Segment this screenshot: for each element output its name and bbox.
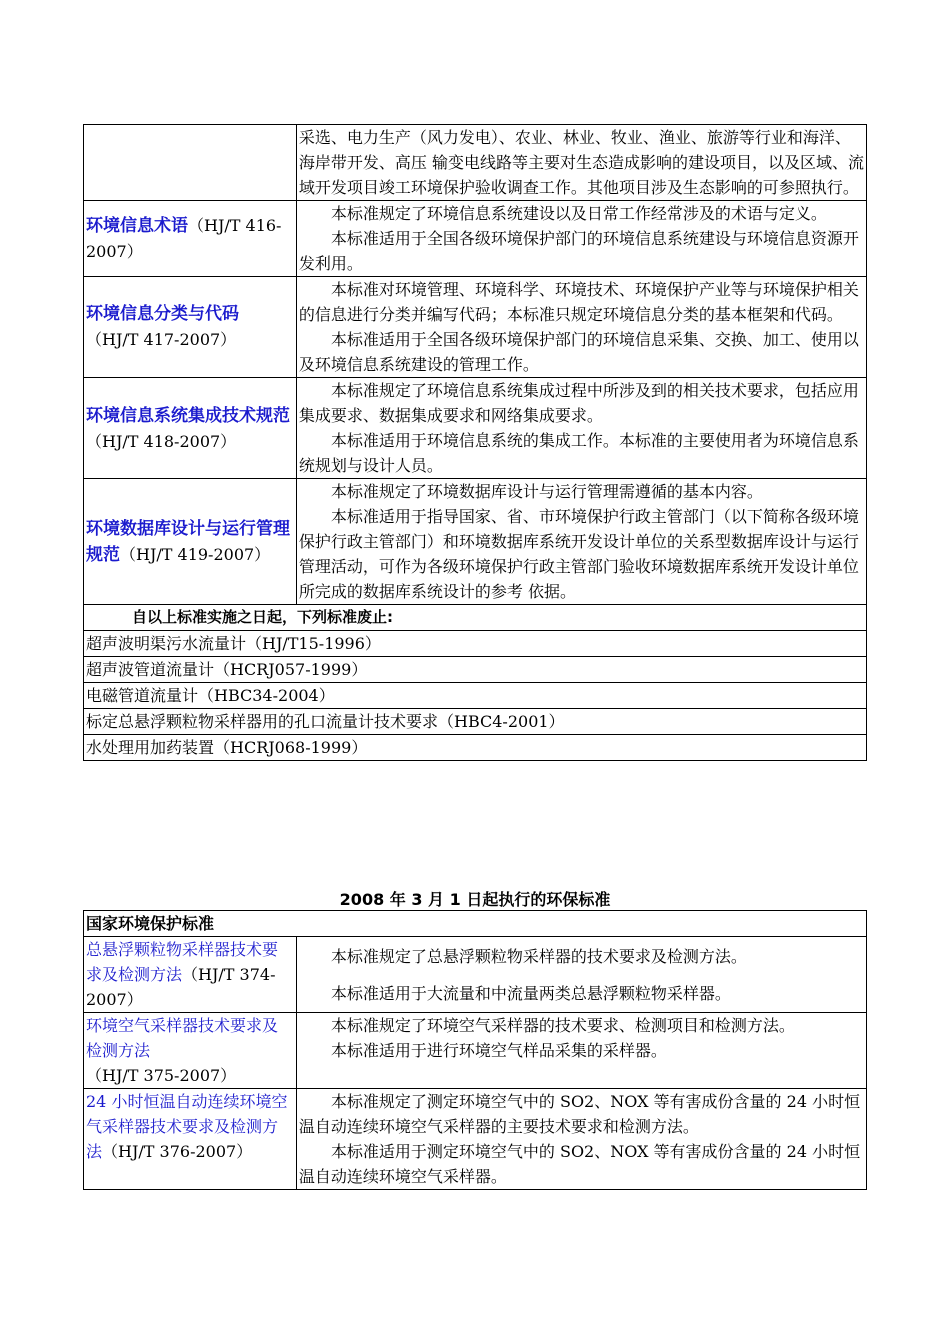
table-row xyxy=(84,479,867,605)
abolished-standard: 电磁管道流量计（HBC34-2004） xyxy=(84,683,867,709)
section-title: 2008 年 3 月 1 日起执行的环保标准 xyxy=(339,890,611,909)
table-row xyxy=(84,605,867,631)
standard-name-cell xyxy=(84,1089,297,1190)
description-paragraph: 本标准规定了环境信息系统建设以及日常工作经常涉及的术语与定义。 xyxy=(330,204,827,223)
description-paragraph: 本标准适用于进行环境空气样品采集的采样器。 xyxy=(330,1041,667,1060)
standard-name-cell xyxy=(84,479,297,605)
abolished-standard: 标定总悬浮颗粒物采样器用的孔口流量计技术要求（HBC4-2001） xyxy=(84,709,867,735)
description-paragraph: 本标准规定了总悬浮颗粒物采样器的技术要求及检测方法。 xyxy=(330,946,747,966)
standards-table-continued xyxy=(83,124,867,761)
abolished-standard: 超声波管道流量计（HCRJ057-1999） xyxy=(84,657,867,683)
table-row xyxy=(84,937,867,1013)
standard-name-cell xyxy=(84,378,297,479)
table-row xyxy=(84,1013,867,1089)
description-text: 采选、电力生产（风力发电）、农业、林业、牧业、渔业、旅游等行业和海洋、海岸带开发、高压 输变电线路等主要对生态造成影响的建设项目，以及区域、流域开发项目竣工环境保护验收调查工作。其他项目涉及生态影响的可参照执行。 xyxy=(298,128,864,197)
description-paragraph: 本标准适用于测定环境空气中的 SO2、NOX 等有害成份含量的 24 小时恒温自动连续环境空气采样器。 xyxy=(298,1142,861,1186)
standard-title: 环境信息分类与代码 xyxy=(86,304,239,324)
description-cell xyxy=(296,1013,866,1089)
table-row xyxy=(84,201,867,277)
description-paragraph: 本标准对环境管理、环境科学、环境技术、环境保护产业等与环境保护相关的信息进行分类并编写代码；本标准只规定环境信息分类的基本框架和代码。 xyxy=(298,280,859,324)
standard-title: 环境信息系统集成技术规范 xyxy=(86,405,290,426)
description-paragraph: 本标准规定了测定环境空气中的 SO2、NOX 等有害成份含量的 24 小时恒温自动连续环境空气采样器的主要技术要求和检测方法。 xyxy=(298,1092,861,1136)
table-row xyxy=(84,683,867,709)
description-cell xyxy=(296,1089,866,1190)
standard-name-cell xyxy=(84,937,297,1013)
table-row xyxy=(84,631,867,657)
description-cell xyxy=(296,201,866,277)
standard-code: （HJ/T 417-2007） xyxy=(86,330,237,349)
standard-name-cell xyxy=(84,1013,297,1089)
table-row xyxy=(84,911,867,937)
description-paragraph: 本标准适用于全国各级环境保护部门的环境信息系统建设与环境信息资源开发利用。 xyxy=(298,229,859,273)
standard-code: （HJ/T 416-2007） xyxy=(86,216,282,261)
description-paragraph: 本标准适用于全国各级环境保护部门的环境信息采集、交换、加工、使用以及环境信息系统建设的管理工作。 xyxy=(298,330,859,374)
description-paragraph: 本标准规定了环境空气采样器的技术要求、检测项目和检测方法。 xyxy=(330,1016,795,1035)
description-paragraph: 本标准适用于指导国家、省、市环境保护行政主管部门（以下简称各级环境保护行政主管部门）和环境数据库系统开发设计单位的关系型数据库设计与运行管理活动，可作为各级环境保护行政主管部门验收环境数据库系统开发设计单位所完成的数据库系统设计的参考 依据。 xyxy=(298,507,859,601)
description-paragraph: 本标准规定了环境信息系统集成过程中所涉及到的相关技术要求，包括应用集成要求、数据集成要求和网络集成要求。 xyxy=(298,381,859,425)
description-cell xyxy=(296,378,866,479)
description-cell xyxy=(296,277,866,378)
standard-title: 环境空气采样器技术要求及检测方法 xyxy=(86,1016,279,1060)
category-heading: 国家环境保护标准 xyxy=(84,911,867,937)
standard-title: 24 小时恒温自动连续环境空气采样器技术要求及检测方法 xyxy=(86,1092,288,1161)
table-row xyxy=(84,1089,867,1190)
standard-name-cell xyxy=(84,277,297,378)
table-row xyxy=(84,735,867,761)
abolished-standard: 超声波明渠污水流量计（HJ/T15-1996） xyxy=(84,631,867,657)
standard-code: （HJ/T 374-2007） xyxy=(86,965,276,1009)
table-row xyxy=(84,277,867,378)
standard-code: （HJ/T 376-2007） xyxy=(102,1142,253,1161)
abolish-heading: 自以上标准实施之日起，下列标准废止: xyxy=(84,605,867,631)
standard-title: 环境数据库设计与运行管理规范 xyxy=(86,518,290,565)
table-row xyxy=(84,378,867,479)
table-row xyxy=(84,657,867,683)
standard-code: （HJ/T 418-2007） xyxy=(86,431,237,451)
description-paragraph: 本标准适用于大流量和中流量两类总悬浮颗粒物采样器。 xyxy=(330,983,731,1003)
empty-cell xyxy=(84,125,297,201)
table-row xyxy=(84,125,867,201)
standard-code: （HJ/T 375-2007） xyxy=(86,1066,237,1085)
description-cell xyxy=(296,125,866,201)
table-row xyxy=(84,709,867,735)
standards-table-2008 xyxy=(83,910,867,1190)
abolished-standard: 水处理用加药装置（HCRJ068-1999） xyxy=(84,735,867,761)
standard-title: 总悬浮颗粒物采样器技术要求及检测方法 xyxy=(86,940,279,984)
standard-title: 环境信息术语 xyxy=(86,216,188,236)
description-paragraph: 本标准规定了环境数据库设计与运行管理需遵循的基本内容。 xyxy=(330,482,763,501)
description-paragraph: 本标准适用于环境信息系统的集成工作。本标准的主要使用者为环境信息系统规划与设计人员。 xyxy=(298,431,859,475)
standard-name-cell xyxy=(84,201,297,277)
description-cell xyxy=(296,479,866,605)
description-cell xyxy=(296,937,866,1013)
standard-code: （HJ/T 419-2007） xyxy=(120,544,271,564)
